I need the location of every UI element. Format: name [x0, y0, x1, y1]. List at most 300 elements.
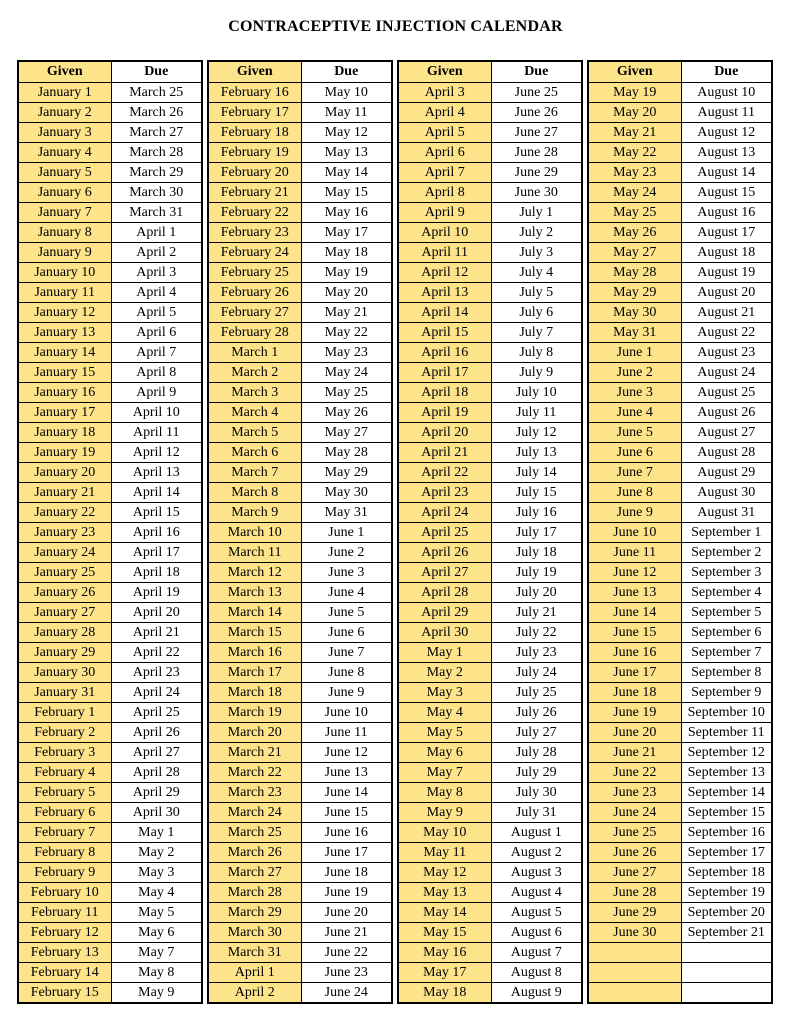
table-row — [18, 703, 202, 723]
given-date-cell: March 29 — [208, 903, 301, 923]
given-date-cell: February 26 — [208, 283, 301, 303]
given-date-cell: April 12 — [398, 263, 491, 283]
due-date-cell: June 25 — [491, 83, 582, 103]
calendar-tables — [17, 60, 773, 1004]
due-date-cell: September 8 — [681, 663, 772, 683]
given-date-cell: February 1 — [18, 703, 111, 723]
given-date-cell: June 22 — [588, 763, 681, 783]
due-date-cell: July 24 — [491, 663, 582, 683]
given-date-cell: March 28 — [208, 883, 301, 903]
table-row — [208, 743, 392, 763]
table-row — [18, 423, 202, 443]
given-date-cell: March 16 — [208, 643, 301, 663]
given-date-cell: January 8 — [18, 223, 111, 243]
due-header: Due — [491, 61, 582, 83]
given-date-cell: January 9 — [18, 243, 111, 263]
given-date-cell: January 18 — [18, 423, 111, 443]
given-date-cell: February 8 — [18, 843, 111, 863]
given-date-cell: February 12 — [18, 923, 111, 943]
table-row — [398, 583, 582, 603]
given-date-cell: January 27 — [18, 603, 111, 623]
given-date-cell: June 26 — [588, 843, 681, 863]
due-date-cell: May 10 — [301, 83, 392, 103]
table-row — [18, 983, 202, 1004]
due-date-cell: June 7 — [301, 643, 392, 663]
given-date-cell: February 2 — [18, 723, 111, 743]
given-date-cell: June 17 — [588, 663, 681, 683]
due-date-cell: May 15 — [301, 183, 392, 203]
given-date-cell: January 13 — [18, 323, 111, 343]
given-date-cell — [588, 983, 681, 1004]
due-date-cell: May 24 — [301, 363, 392, 383]
due-date-cell: July 9 — [491, 363, 582, 383]
table-row — [398, 123, 582, 143]
due-date-cell: July 21 — [491, 603, 582, 623]
given-date-cell: January 14 — [18, 343, 111, 363]
due-date-cell: June 30 — [491, 183, 582, 203]
given-date-cell: February 20 — [208, 163, 301, 183]
table-row — [18, 483, 202, 503]
table-row — [588, 343, 772, 363]
table-row — [588, 823, 772, 843]
due-date-cell: August 5 — [491, 903, 582, 923]
due-date-cell: September 19 — [681, 883, 772, 903]
due-date-cell: April 4 — [111, 283, 202, 303]
given-date-cell: June 20 — [588, 723, 681, 743]
due-date-cell: June 29 — [491, 163, 582, 183]
given-date-cell: February 4 — [18, 763, 111, 783]
given-date-cell: March 12 — [208, 563, 301, 583]
table-row — [208, 423, 392, 443]
table-row — [18, 723, 202, 743]
due-date-cell: July 27 — [491, 723, 582, 743]
given-date-cell: January 25 — [18, 563, 111, 583]
given-date-cell: January 4 — [18, 143, 111, 163]
due-date-cell: June 18 — [301, 863, 392, 883]
given-date-cell: June 1 — [588, 343, 681, 363]
given-date-cell: January 6 — [18, 183, 111, 203]
given-header: Given — [588, 61, 681, 83]
due-date-cell: June 2 — [301, 543, 392, 563]
due-date-cell: April 21 — [111, 623, 202, 643]
due-date-cell: June 12 — [301, 743, 392, 763]
due-date-cell: September 15 — [681, 803, 772, 823]
given-date-cell: May 2 — [398, 663, 491, 683]
due-date-cell: June 15 — [301, 803, 392, 823]
table-row — [208, 723, 392, 743]
table-row — [18, 323, 202, 343]
due-date-cell: August 29 — [681, 463, 772, 483]
given-date-cell: April 10 — [398, 223, 491, 243]
given-date-cell: January 10 — [18, 263, 111, 283]
due-date-cell: July 30 — [491, 783, 582, 803]
due-date-cell: June 1 — [301, 523, 392, 543]
given-date-cell — [588, 943, 681, 963]
table-row — [588, 263, 772, 283]
given-date-cell: April 1 — [208, 963, 301, 983]
due-date-cell: August 18 — [681, 243, 772, 263]
due-date-cell: July 12 — [491, 423, 582, 443]
given-date-cell: January 7 — [18, 203, 111, 223]
given-date-cell: May 14 — [398, 903, 491, 923]
due-date-cell: September 11 — [681, 723, 772, 743]
given-date-cell: January 20 — [18, 463, 111, 483]
table-row — [398, 963, 582, 983]
given-date-cell: May 4 — [398, 703, 491, 723]
given-date-cell: May 22 — [588, 143, 681, 163]
table-row — [398, 543, 582, 563]
due-date-cell: August 24 — [681, 363, 772, 383]
given-date-cell: April 18 — [398, 383, 491, 403]
table-row — [398, 103, 582, 123]
due-date-cell: April 29 — [111, 783, 202, 803]
given-date-cell: March 30 — [208, 923, 301, 943]
table-row — [18, 883, 202, 903]
given-date-cell: February 16 — [208, 83, 301, 103]
table-row — [208, 703, 392, 723]
due-date-cell: August 2 — [491, 843, 582, 863]
given-date-cell: April 2 — [208, 983, 301, 1004]
table-row — [208, 303, 392, 323]
given-date-cell: March 18 — [208, 683, 301, 703]
given-date-cell: January 22 — [18, 503, 111, 523]
table-row — [208, 943, 392, 963]
given-date-cell: May 29 — [588, 283, 681, 303]
table-row — [208, 383, 392, 403]
due-date-cell: April 22 — [111, 643, 202, 663]
due-date-cell: April 5 — [111, 303, 202, 323]
due-date-cell: August 13 — [681, 143, 772, 163]
table-row — [398, 323, 582, 343]
due-date-cell: March 27 — [111, 123, 202, 143]
table-row — [208, 563, 392, 583]
table-row — [208, 243, 392, 263]
given-date-cell: January 29 — [18, 643, 111, 663]
due-date-cell: June 24 — [301, 983, 392, 1004]
given-date-cell: April 24 — [398, 503, 491, 523]
table-row — [588, 643, 772, 663]
given-date-cell: March 1 — [208, 343, 301, 363]
given-date-cell: June 15 — [588, 623, 681, 643]
given-date-cell: June 14 — [588, 603, 681, 623]
table-row — [208, 323, 392, 343]
given-date-cell: March 23 — [208, 783, 301, 803]
table-row — [398, 823, 582, 843]
given-date-cell: April 19 — [398, 403, 491, 423]
given-date-cell: February 23 — [208, 223, 301, 243]
due-date-cell: July 28 — [491, 743, 582, 763]
given-date-cell: January 31 — [18, 683, 111, 703]
due-date-cell — [681, 963, 772, 983]
due-date-cell: August 6 — [491, 923, 582, 943]
given-date-cell: June 19 — [588, 703, 681, 723]
table-row — [208, 363, 392, 383]
due-date-cell: June 6 — [301, 623, 392, 643]
given-date-cell: January 17 — [18, 403, 111, 423]
table-row — [588, 243, 772, 263]
given-date-cell: June 13 — [588, 583, 681, 603]
given-date-cell: June 3 — [588, 383, 681, 403]
given-date-cell: April 30 — [398, 623, 491, 643]
table-row — [208, 83, 392, 103]
due-date-cell: August 1 — [491, 823, 582, 843]
table-row — [208, 863, 392, 883]
due-date-cell: July 10 — [491, 383, 582, 403]
due-date-cell: June 4 — [301, 583, 392, 603]
table-row — [18, 83, 202, 103]
given-date-cell: June 23 — [588, 783, 681, 803]
table-row — [18, 123, 202, 143]
due-date-cell: July 19 — [491, 563, 582, 583]
given-header: Given — [398, 61, 491, 83]
due-date-cell: March 25 — [111, 83, 202, 103]
table-row — [18, 203, 202, 223]
due-date-cell: May 23 — [301, 343, 392, 363]
given-date-cell: March 25 — [208, 823, 301, 843]
due-date-cell: April 27 — [111, 743, 202, 763]
given-date-cell: March 5 — [208, 423, 301, 443]
table-row — [588, 363, 772, 383]
table-row — [208, 463, 392, 483]
due-date-cell: April 1 — [111, 223, 202, 243]
due-date-cell: August 11 — [681, 103, 772, 123]
due-date-cell: May 27 — [301, 423, 392, 443]
given-date-cell: May 21 — [588, 123, 681, 143]
given-date-cell: April 29 — [398, 603, 491, 623]
due-date-cell: August 8 — [491, 963, 582, 983]
table-row — [398, 263, 582, 283]
given-date-cell: April 16 — [398, 343, 491, 363]
given-date-cell: April 28 — [398, 583, 491, 603]
due-date-cell: September 6 — [681, 623, 772, 643]
given-date-cell: January 1 — [18, 83, 111, 103]
due-date-cell — [681, 943, 772, 963]
given-date-cell: May 13 — [398, 883, 491, 903]
given-date-cell: January 19 — [18, 443, 111, 463]
table-row — [18, 363, 202, 383]
page-title: CONTRACEPTIVE INJECTION CALENDAR — [228, 18, 563, 35]
given-date-cell: April 9 — [398, 203, 491, 223]
table-row — [588, 703, 772, 723]
due-date-cell: June 9 — [301, 683, 392, 703]
due-date-cell: July 11 — [491, 403, 582, 423]
table-row — [18, 163, 202, 183]
table-row — [208, 403, 392, 423]
table-row — [398, 923, 582, 943]
table-row — [588, 283, 772, 303]
due-date-cell: August 9 — [491, 983, 582, 1004]
calendar-table — [587, 60, 773, 1004]
due-date-cell: August 23 — [681, 343, 772, 363]
given-date-cell: April 13 — [398, 283, 491, 303]
due-date-cell: July 2 — [491, 223, 582, 243]
given-date-cell: June 27 — [588, 863, 681, 883]
given-date-cell: May 8 — [398, 783, 491, 803]
given-date-cell: April 8 — [398, 183, 491, 203]
due-date-cell: April 23 — [111, 663, 202, 683]
given-date-cell: January 24 — [18, 543, 111, 563]
table-row — [588, 943, 772, 963]
given-date-cell: May 12 — [398, 863, 491, 883]
table-row — [398, 203, 582, 223]
due-date-cell: April 20 — [111, 603, 202, 623]
table-row — [208, 883, 392, 903]
table-row — [208, 643, 392, 663]
table-row — [398, 983, 582, 1004]
due-date-cell: April 13 — [111, 463, 202, 483]
given-date-cell: January 5 — [18, 163, 111, 183]
table-row — [588, 963, 772, 983]
table-row — [588, 103, 772, 123]
given-date-cell: April 23 — [398, 483, 491, 503]
table-row — [208, 203, 392, 223]
due-date-cell: August 12 — [681, 123, 772, 143]
given-date-cell: March 7 — [208, 463, 301, 483]
given-date-cell: May 16 — [398, 943, 491, 963]
table-row — [398, 623, 582, 643]
table-row — [398, 383, 582, 403]
due-date-cell: June 16 — [301, 823, 392, 843]
due-date-cell: May 28 — [301, 443, 392, 463]
table-row — [588, 203, 772, 223]
table-row — [18, 903, 202, 923]
table-row — [398, 803, 582, 823]
table-row — [208, 443, 392, 463]
given-date-cell: April 17 — [398, 363, 491, 383]
given-date-cell: February 10 — [18, 883, 111, 903]
given-date-cell: May 31 — [588, 323, 681, 343]
table-row — [588, 743, 772, 763]
given-date-cell: May 1 — [398, 643, 491, 663]
due-date-cell: September 14 — [681, 783, 772, 803]
given-date-cell: June 10 — [588, 523, 681, 543]
table-row — [208, 163, 392, 183]
header-row — [208, 61, 392, 83]
due-date-cell: April 30 — [111, 803, 202, 823]
table-row — [18, 803, 202, 823]
table-row — [588, 563, 772, 583]
due-date-cell: August 15 — [681, 183, 772, 203]
given-date-cell: March 14 — [208, 603, 301, 623]
given-date-cell: April 7 — [398, 163, 491, 183]
due-date-cell: August 7 — [491, 943, 582, 963]
table-row — [398, 283, 582, 303]
due-date-cell: August 21 — [681, 303, 772, 323]
table-row — [588, 423, 772, 443]
given-date-cell: May 7 — [398, 763, 491, 783]
given-date-cell: March 11 — [208, 543, 301, 563]
given-date-cell: January 15 — [18, 363, 111, 383]
due-date-cell: June 11 — [301, 723, 392, 743]
given-date-cell: May 9 — [398, 803, 491, 823]
table-row — [208, 623, 392, 643]
due-date-cell: May 11 — [301, 103, 392, 123]
due-date-cell: June 26 — [491, 103, 582, 123]
given-date-cell: June 9 — [588, 503, 681, 523]
given-date-cell: March 17 — [208, 663, 301, 683]
due-date-cell: September 20 — [681, 903, 772, 923]
table-row — [398, 303, 582, 323]
table-row — [18, 243, 202, 263]
header-row — [588, 61, 772, 83]
header-row — [398, 61, 582, 83]
table-row — [588, 583, 772, 603]
table-row — [588, 483, 772, 503]
due-date-cell: July 8 — [491, 343, 582, 363]
table-row — [18, 943, 202, 963]
due-date-cell: July 6 — [491, 303, 582, 323]
due-date-cell: June 23 — [301, 963, 392, 983]
due-date-cell: April 17 — [111, 543, 202, 563]
due-date-cell: April 19 — [111, 583, 202, 603]
given-date-cell: April 3 — [398, 83, 491, 103]
table-row — [588, 443, 772, 463]
due-date-cell: September 16 — [681, 823, 772, 843]
due-date-cell: April 15 — [111, 503, 202, 523]
given-date-cell: January 2 — [18, 103, 111, 123]
given-date-cell: February 22 — [208, 203, 301, 223]
table-row — [398, 463, 582, 483]
given-date-cell: May 19 — [588, 83, 681, 103]
given-date-cell: March 26 — [208, 843, 301, 863]
table-row — [588, 523, 772, 543]
due-date-cell: March 29 — [111, 163, 202, 183]
table-row — [18, 283, 202, 303]
given-date-cell: May 20 — [588, 103, 681, 123]
given-date-cell: April 4 — [398, 103, 491, 123]
due-header: Due — [111, 61, 202, 83]
due-date-cell: May 3 — [111, 863, 202, 883]
due-date-cell: June 10 — [301, 703, 392, 723]
table-row — [588, 663, 772, 683]
table-row — [18, 463, 202, 483]
table-row — [208, 103, 392, 123]
due-date-cell: May 16 — [301, 203, 392, 223]
table-row — [18, 783, 202, 803]
due-date-cell: August 30 — [681, 483, 772, 503]
due-date-cell — [681, 983, 772, 1004]
table-row — [398, 743, 582, 763]
given-date-cell: June 11 — [588, 543, 681, 563]
table-row — [18, 643, 202, 663]
given-date-cell: February 24 — [208, 243, 301, 263]
given-date-cell: January 26 — [18, 583, 111, 603]
given-date-cell: June 2 — [588, 363, 681, 383]
table-row — [398, 403, 582, 423]
due-date-cell: April 2 — [111, 243, 202, 263]
given-date-cell: June 21 — [588, 743, 681, 763]
table-row — [588, 883, 772, 903]
given-date-cell: June 25 — [588, 823, 681, 843]
table-row — [588, 123, 772, 143]
due-date-cell: May 30 — [301, 483, 392, 503]
due-date-cell: May 8 — [111, 963, 202, 983]
due-date-cell: May 20 — [301, 283, 392, 303]
given-date-cell: May 3 — [398, 683, 491, 703]
given-date-cell: March 24 — [208, 803, 301, 823]
table-row — [588, 383, 772, 403]
table-row — [398, 663, 582, 683]
given-date-cell: June 12 — [588, 563, 681, 583]
table-row — [18, 623, 202, 643]
given-date-cell: January 11 — [18, 283, 111, 303]
due-date-cell: August 20 — [681, 283, 772, 303]
table-row — [18, 763, 202, 783]
table-row — [208, 503, 392, 523]
due-date-cell: April 25 — [111, 703, 202, 723]
due-date-cell: April 12 — [111, 443, 202, 463]
table-row — [208, 823, 392, 843]
